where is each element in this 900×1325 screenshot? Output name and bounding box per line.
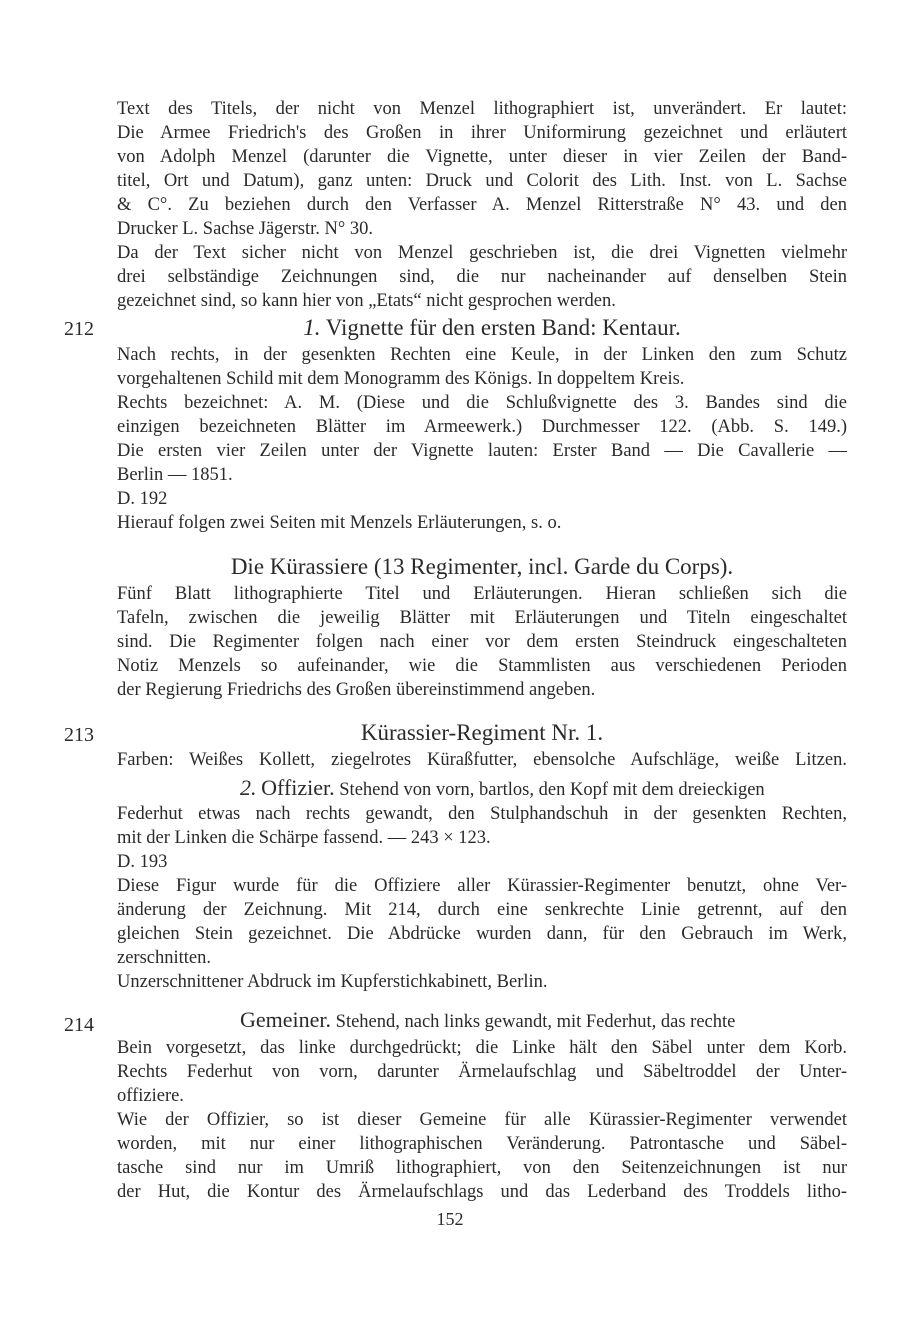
text-line: der Regierung Friedrichs des Großen übereinstimmend angeben. xyxy=(117,680,596,700)
text-line: tasche sind nur im Umriß lithographiert, von den Seitenzeichnungen ist nur xyxy=(117,1158,847,1178)
farben-line: Farben: Weißes Kollett, ziegelrotes Küraßfutter, ebensolche Aufschläge, weiße Litzen. xyxy=(117,750,847,770)
text-line: der Hut, die Kontur des Ärmelaufschlags und das Lederband des Troddels litho- xyxy=(117,1182,847,1202)
text-line: vorgehaltenen Schild mit dem Monogramm des Königs. In doppeltem Kreis. xyxy=(117,369,685,389)
text-line: Hierauf folgen zwei Seiten mit Menzels Erläuterungen, s. o. xyxy=(117,513,562,533)
text-line: Diese Figur wurde für die Offiziere aller Kürassier-Regimenter benutzt, ohne Ver- xyxy=(117,876,847,896)
text-line: Text des Titels, der nicht von Menzel lithographiert ist, unverändert. Er lautet: xyxy=(117,99,847,119)
entry-212 xyxy=(117,313,847,535)
entry-title xyxy=(117,313,847,343)
text-line: Wie der Offizier, so ist dieser Gemeine für alle Kürassier-Regimenter verwendet xyxy=(117,1110,847,1130)
subentry-heading-line xyxy=(117,776,847,802)
text-line: Tafeln, zwischen die jeweilig Blätter mit Erläuterungen und Titeln eingeschaltet xyxy=(117,608,847,628)
entry-text: Stehend, nach links gewandt, mit Federhut, das rechte xyxy=(335,1012,736,1032)
page-number: 152 xyxy=(436,1209,464,1229)
text-line: Rechts bezeichnet: A. M. (Diese und die Schlußvignette des 3. Bandes sind die xyxy=(117,393,847,413)
text-line: Notiz Menzels so aufeinander, wie die Stammlisten aus verschiedenen Perioden xyxy=(117,656,847,676)
text-line: Die ersten vier Zeilen unter der Vignette lauten: Erster Band — Die Cavallerie — xyxy=(117,441,847,461)
text-line: mit der Linken die Schärpe fassend. — 243 × 123. xyxy=(117,828,491,848)
entry-number: 213 xyxy=(64,724,94,746)
section-kuerassiere xyxy=(117,552,847,702)
text-line: Unzerschnittener Abdruck im Kupferstichkabinett, Berlin. xyxy=(117,972,548,992)
text-line: titel, Ort und Datum), ganz unten: Druck und Colorit des Lith. Inst. von L. Sachse xyxy=(117,171,847,191)
entry-number: 212 xyxy=(64,318,94,340)
text-line: Fünf Blatt lithographierte Titel und Erläuterungen. Hieran schließen sich die xyxy=(117,584,847,604)
text-line: zerschnitten. xyxy=(117,948,211,968)
subentry-title: Offizier. xyxy=(261,775,335,800)
text-line: worden, mit nur einer lithographischen Veränderung. Patrontasche und Säbel- xyxy=(117,1134,847,1154)
text-line: gezeichnet sind, so kann hier von „Etats“ nicht gesprochen werden. xyxy=(117,291,616,311)
text-line: Bein vorgesetzt, das linke durchgedrückt; die Linke hält den Säbel unter dem Korb. xyxy=(117,1038,847,1058)
text-line: Rechts Federhut von vorn, darunter Ärmelaufschlag und Säbeltroddel der Unter- xyxy=(117,1062,847,1082)
text-line: D. 192 xyxy=(117,489,168,509)
entry-number: 214 xyxy=(64,1014,94,1036)
text-line: einzigen bezeichneten Blätter im Armeewerk.) Durchmesser 122. (Abb. S. 149.) xyxy=(117,417,847,437)
text-line: gleichen Stein gezeichnet. Die Abdrücke wurden dann, für den Gebrauch im Werk, xyxy=(117,924,847,944)
entry-title: Gemeiner. xyxy=(240,1007,332,1032)
text-line: Die Armee Friedrich's des Großen in ihrer Uniformirung gezeichnet und erläutert xyxy=(117,123,847,143)
text-line: Nach rechts, in der gesenkten Rechten eine Keule, in der Linken den zum Schutz xyxy=(117,345,847,365)
title-text: Vignette für den ersten Band: Kentaur. xyxy=(325,315,681,340)
subentry-prefix: 2. xyxy=(240,775,257,800)
text-line: Federhut etwas nach rechts gewandt, den Stulphandschuh in der gesenkten Rechten, xyxy=(117,804,847,824)
text-line: änderung der Zeichnung. Mit 214, durch eine senkrechte Linie getrennt, auf den xyxy=(117,900,847,920)
text-line: von Adolph Menzel (darunter die Vignette, unter dieser in vier Zeilen der Band- xyxy=(117,147,847,167)
text-line: Drucker L. Sachse Jägerstr. N° 30. xyxy=(117,219,374,239)
text-line: & C°. Zu beziehen durch den Verfasser A. Menzel Ritterstraße N° 43. und den xyxy=(117,195,847,215)
entry-title: Kürassier-Regiment Nr. 1. xyxy=(360,720,604,745)
text-line: sind. Die Regimenter folgen nach einer vor dem ersten Steindruck eingeschalteten xyxy=(117,632,847,652)
text-line: Da der Text sicher nicht von Menzel geschrieben ist, die drei Vignetten vielmehr xyxy=(117,243,847,263)
text-line: Berlin — 1851. xyxy=(117,465,233,485)
entry-heading-line xyxy=(117,1006,847,1036)
text-line: D. 193 xyxy=(117,852,168,872)
subentry-text: Stehend von vorn, bartlos, den Kopf mit dem dreieckigen xyxy=(339,780,765,800)
text-line: drei selbständige Zeichnungen sind, die nur nacheinander auf denselben Stein xyxy=(117,267,847,287)
text-line: offiziere. xyxy=(117,1086,184,1106)
title-prefix: 1. xyxy=(303,315,321,340)
section-title: Die Kürassiere (13 Regimenter, incl. Garde du Corps). xyxy=(230,554,734,579)
entry-213 xyxy=(117,718,847,994)
intro-paragraph xyxy=(117,97,847,313)
entry-214 xyxy=(117,1006,847,1204)
